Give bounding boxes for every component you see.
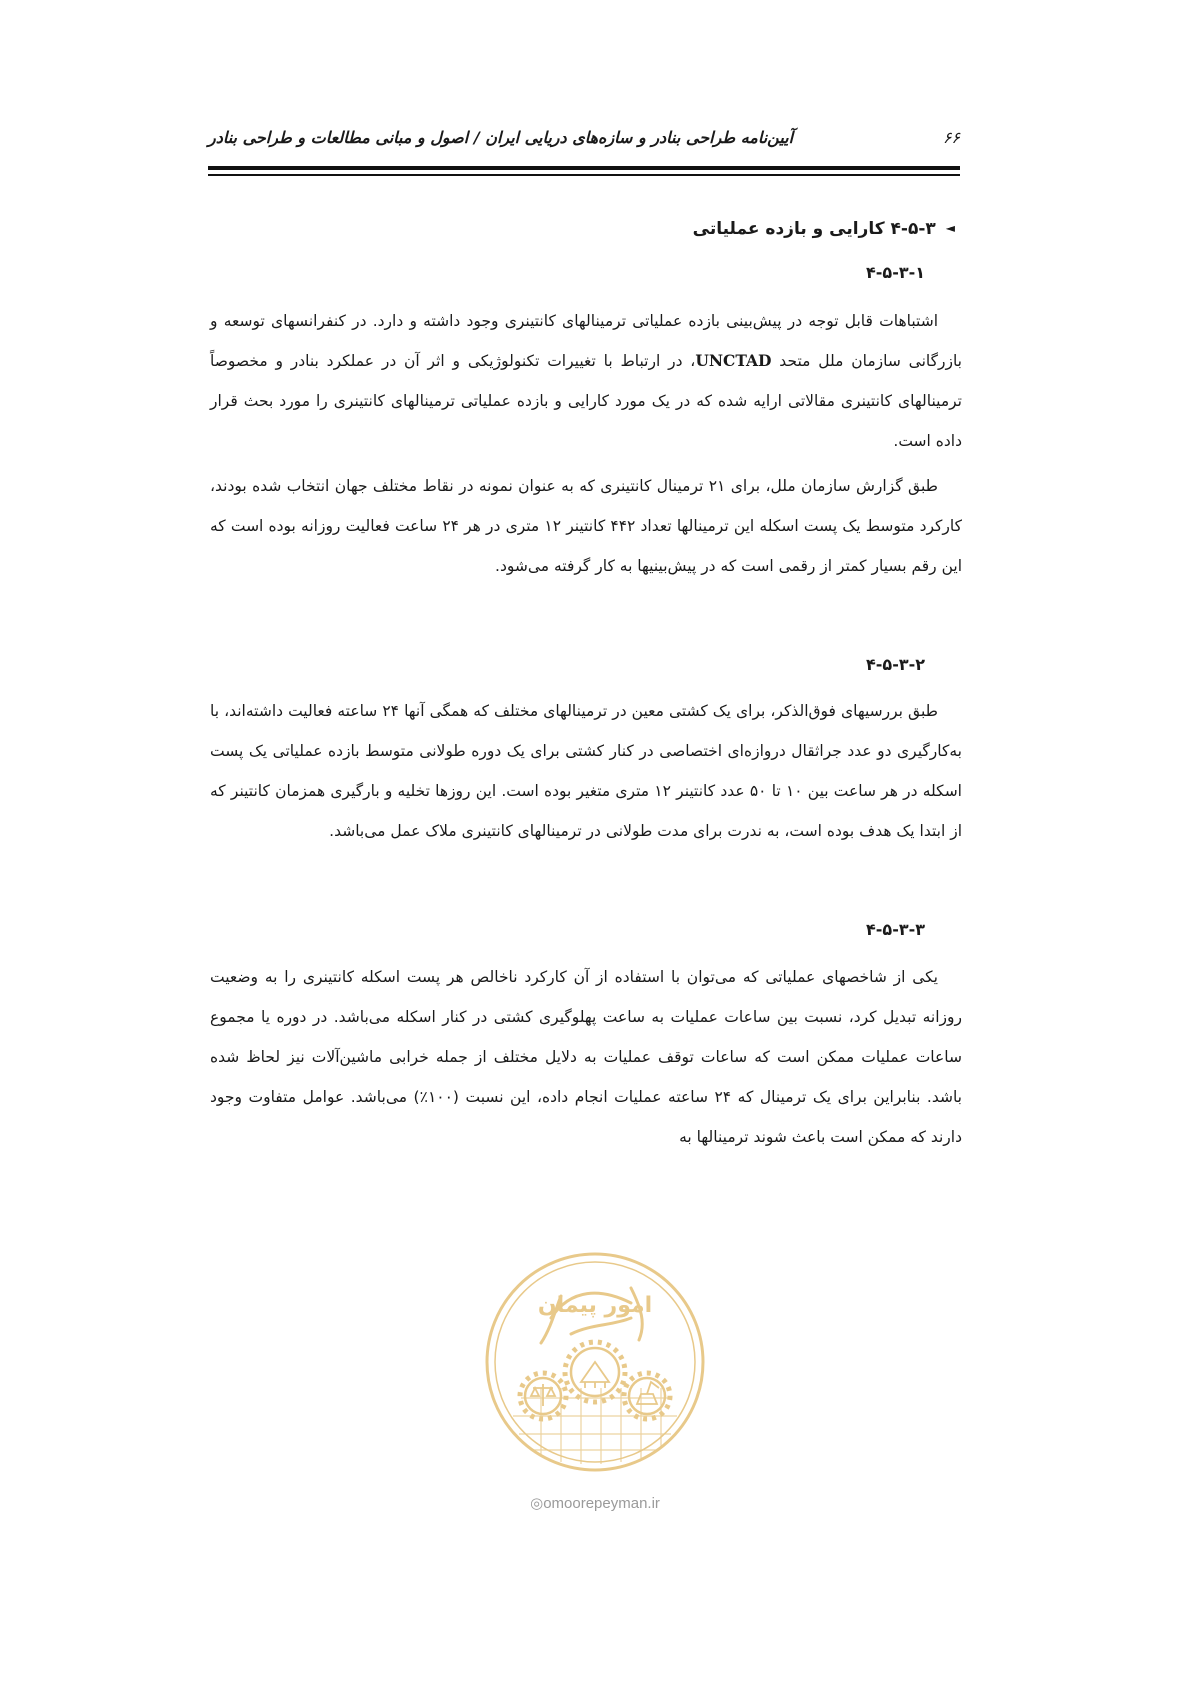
subsection-number: ۴-۵-۳-۱ [866, 263, 925, 282]
watermark-caption-text: omoorepeyman.ir [543, 1495, 660, 1512]
paragraph [210, 301, 962, 461]
header-title: آیین‌نامه طراحی بنادر و سازه‌های دریایی ایران / اصول و مبانی مطالعات و طراحی بنادر [208, 128, 794, 147]
section-heading [693, 219, 955, 239]
watermark-seal-text: امور پیمان [537, 1293, 653, 1318]
watermark-seal-logo [481, 1248, 709, 1476]
header-rule-thin [208, 174, 960, 176]
subsection-number: ۴-۵-۳-۳ [866, 920, 925, 939]
page-number: ۶۶ [942, 128, 960, 147]
header-rule-thick [208, 166, 960, 170]
watermark-caption [0, 1494, 1190, 1512]
paragraph-text: ، در ارتباط با تغییرات تکنولوژیکی و اثر آن در عملکرد بنادر و مخصوصاً ترمینالهای کانتینری مقالاتی ارایه شده که در یک مورد کارایی و بازده عملیاتی ترمینالهای کانتینری را مورد بحث قرار داده است. [210, 352, 962, 450]
bold-acronym: UNCTAD [695, 351, 772, 370]
triangle-bullet-icon: ◄ [945, 221, 955, 235]
paragraph: طبق بررسیهای فوق‌الذکر، برای یک کشتی معین در ترمینالهای مختلف که همگی آنها ۲۴ ساعته فعالیت داشته‌اند، با به‌کارگیری دو عدد جراثقال دروازه‌ای اختصاصی در کنار کشتی برای یک دوره طولانی متوسط بازده عملیاتی یک پست اسکله در هر ساعت بین ۱۰ تا ۵۰ عدد کانتینر ۱۲ متری متغیر بوده است. این روزها تخلیه و بارگیری همزمان کانتینر که از ابتدا یک هدف بوده است، به ندرت برای مدت طولانی در ترمینالهای کانتینری ملاک عمل می‌باشد. [210, 702, 962, 840]
paragraph-text: اشتباهات قابل توجه در پیش‌بینی بازده عملیاتی ترمینالهای کانتینری وجود داشته و دارد. در کنفرانسهای توسعه و بازرگانی سازمان ملل متحد [210, 312, 962, 370]
paragraph: یکی از شاخصهای عملیاتی که می‌توان با استفاده از آن کارکرد ناخالص هر پست اسکله کانتینری را به وضعیت روزانه تبدیل کرد، نسبت بین ساعات عملیات به ساعت پهلوگیری کشتی در کنار اسکله می‌باشد. در دوره یا مجموع ساعات عملیات ممکن است که ساعات توقف عملیات به دلایل مختلف از جمله خرابی ماشین‌آلات نیز لحاظ شده باشد. بنابراین برای یک ترمینال که ۲۴ ساعته عملیات انجام داده، این نسبت (۱۰۰٪) می‌باشد. عوامل متفاوت وجود دارند که ممکن است باعث شوند ترمینالها به [210, 968, 962, 1146]
section-heading-text: ۴-۵-۳ کارایی و بازده عملیاتی [692, 219, 936, 239]
running-header [208, 128, 960, 162]
subsection-number: ۴-۵-۳-۲ [866, 655, 925, 674]
paragraph: طبق گزارش سازمان ملل، برای ۲۱ ترمینال کانتینری که به عنوان نمونه در نقاط مختلف جهان انتخاب شده بودند، کارکرد متوسط یک پست اسکله این ترمینالها تعداد ۴۴۲ کانتینر ۱۲ متری در هر ۲۴ ساعت فعالیت روزانه بوده است که این رقم بسیار کمتر از رقمی است که در پیش‌بینیها به کار گرفته می‌شود. [210, 477, 962, 575]
globe-icon: ◎ [530, 1495, 544, 1512]
